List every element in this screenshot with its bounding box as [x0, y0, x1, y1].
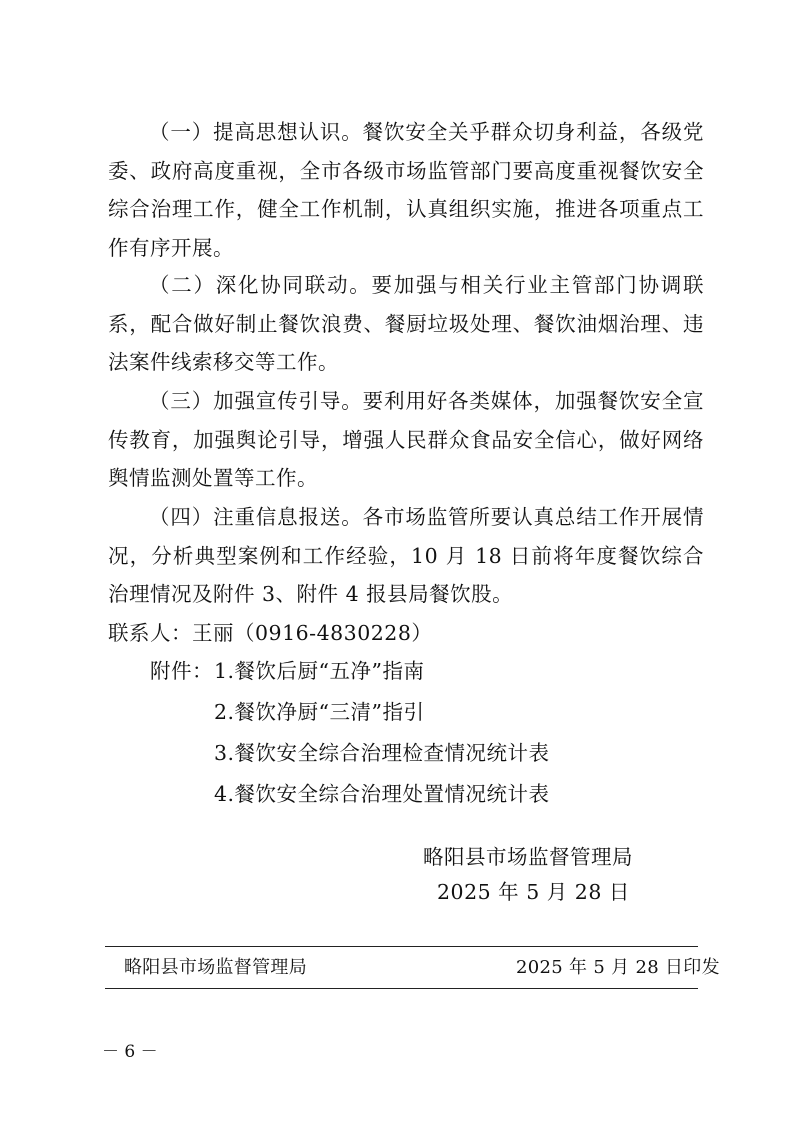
signature-date: 2025 年 5 月 28 日 — [437, 880, 630, 904]
attachment-item: 4.餐饮安全综合治理处置情况统计表 — [214, 782, 550, 806]
footer-top-rule — [105, 946, 698, 947]
footer-bottom-rule — [105, 988, 698, 989]
attachment-item: 3.餐饮安全综合治理检查情况统计表 — [214, 741, 550, 765]
paragraph-4 — [108, 498, 704, 614]
signature-organization: 略阳县市场监督管理局 — [423, 845, 633, 869]
footer-print-date: 2025 年 5 月 28 日印发 — [516, 957, 720, 978]
paragraph-1-body: 餐饮安全关乎群众切身利益，各级党委、政府高度重视，全市各级市场监管部门要高度重视餐饮安全综合治理工作，健全工作机制，认真组织实施，推进各项重点工作有序开展。 — [108, 120, 705, 260]
paragraph-3-body: 要利用好各类媒体，加强餐饮安全宣传教育，加强舆论引导，增强人民群众食品安全信心，做好网络舆情监测处置等工作。 — [108, 389, 705, 490]
page-number: － 6 － — [102, 1042, 158, 1062]
footer-organization: 略阳县市场监督管理局 — [124, 957, 307, 978]
paragraph-2-body: 要加强与相关行业主管部门协调联系，配合做好制止餐饮浪费、餐厨垃圾处理、餐饮油烟治理、违法案件线索移交等工作。 — [108, 273, 704, 374]
paragraph-1 — [108, 113, 704, 267]
attachment-item: 1.餐饮后厨“五净”指南 — [214, 659, 425, 683]
paragraph-4-heading: （四）注重信息报送。 — [149, 505, 363, 529]
attachment-item: 2.餐饮净厨“三清”指引 — [214, 700, 425, 724]
paragraph-3-heading: （三）加强宣传引导。 — [149, 389, 363, 413]
paragraph-4-body: 各市场监管所要认真总结工作开展情况，分析典型案例和工作经验，10 月 18 日前将年度餐饮综合治理情况及附件 3、附件 4 报县局餐饮股。 — [108, 505, 705, 606]
attachments-label: 附件： — [150, 659, 213, 683]
paragraph-2-heading: （二）深化协同联动。 — [149, 273, 372, 297]
contact-line: 联系人：王丽（0916-4830228） — [108, 621, 433, 645]
paragraph-1-heading: （一）提高思想认识。 — [149, 120, 363, 144]
paragraph-2 — [108, 266, 704, 382]
paragraph-3 — [108, 382, 704, 498]
